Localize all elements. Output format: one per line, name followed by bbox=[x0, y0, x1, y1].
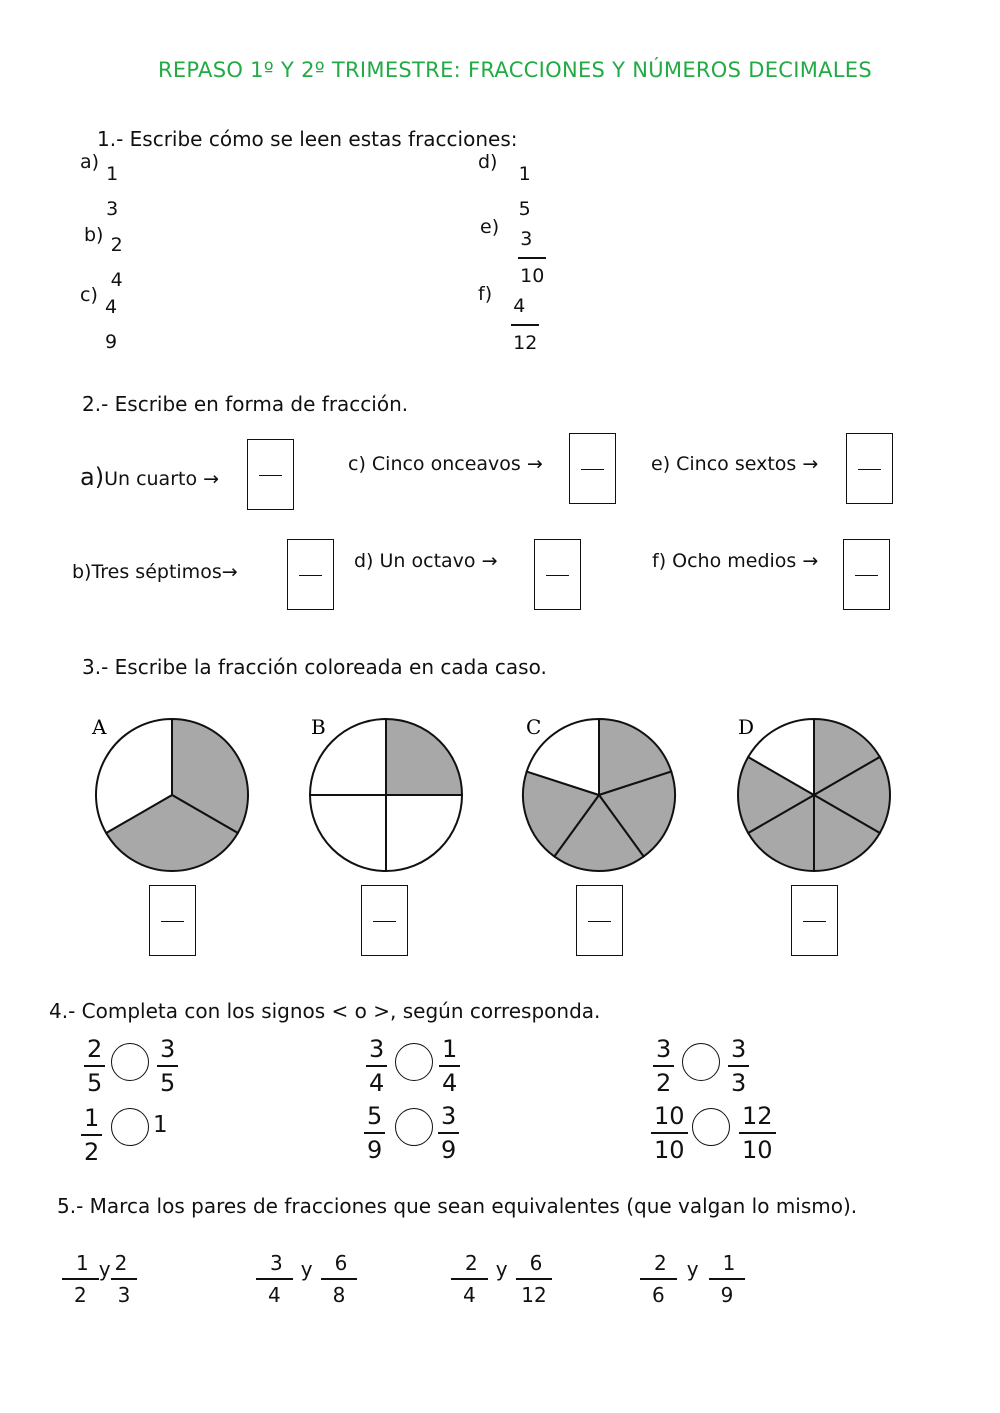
connector: y bbox=[495, 1257, 508, 1281]
q1-item-b bbox=[84, 224, 125, 291]
q2-item-f: f) Ocho medios → bbox=[652, 550, 819, 572]
equivalence-pair[interactable] bbox=[62, 1253, 137, 1305]
comparison-item bbox=[653, 1037, 674, 1095]
answer-box[interactable] bbox=[791, 885, 838, 956]
comparison-item bbox=[84, 1037, 105, 1095]
sign-circle[interactable] bbox=[692, 1108, 730, 1146]
fraction: $\frac{3}{4}$ bbox=[366, 1037, 387, 1095]
comparison-item bbox=[366, 1037, 387, 1095]
circle-label: A bbox=[92, 715, 107, 739]
fraction: $\frac{1}{9}$ bbox=[709, 1253, 746, 1305]
sign-circle[interactable] bbox=[395, 1108, 433, 1146]
q2-item-a: a)Un cuarto → bbox=[80, 463, 220, 491]
fraction: $\frac{3}{3}$ bbox=[728, 1037, 749, 1095]
circle-label: C bbox=[526, 715, 542, 739]
fraction: $\frac{6}{8}$ bbox=[321, 1253, 358, 1305]
answer-box[interactable] bbox=[247, 439, 294, 510]
q5-heading: 5.- Marca los pares de fracciones que sean equivalentes (que valgan lo mismo). bbox=[57, 1194, 858, 1218]
fraction: $\frac{3}{9}$ bbox=[438, 1104, 459, 1162]
q1-item-e bbox=[480, 216, 546, 287]
fraction: $\frac{3}{5}$ bbox=[157, 1037, 178, 1095]
circle-sector bbox=[386, 719, 462, 795]
q1-item-f bbox=[478, 283, 539, 354]
circle-label: B bbox=[311, 715, 326, 739]
circle-sector bbox=[386, 795, 462, 871]
q1-item-label: a) bbox=[80, 151, 100, 173]
fraction: $\frac{6}{12}$ bbox=[516, 1253, 553, 1305]
comparison-item bbox=[739, 1104, 776, 1162]
answer-box[interactable] bbox=[576, 885, 623, 956]
q2-heading: 2.- Escribe en forma de fracción. bbox=[82, 392, 409, 416]
fraction: $\frac{12}{10}$ bbox=[739, 1104, 776, 1162]
answer-box[interactable] bbox=[569, 433, 616, 504]
q1-item-d bbox=[478, 151, 533, 220]
q1-heading: 1.- Escribe cómo se leen estas fracciones: bbox=[97, 127, 518, 151]
comparison-item bbox=[438, 1104, 459, 1162]
fraction: $\frac{3}{10}$ bbox=[520, 228, 545, 287]
fraction: $\frac{2}{4}$ bbox=[451, 1253, 488, 1305]
answer-box[interactable] bbox=[843, 539, 890, 610]
fraction: $\frac{10}{10}$ bbox=[651, 1104, 688, 1162]
whole-number: 1 bbox=[153, 1112, 168, 1138]
answer-box[interactable] bbox=[287, 539, 334, 610]
sign-circle[interactable] bbox=[395, 1043, 433, 1081]
fraction: $\frac{3}{2}$ bbox=[653, 1037, 674, 1095]
answer-box[interactable] bbox=[534, 539, 581, 610]
comparison-item bbox=[364, 1104, 385, 1162]
fraction: $\frac{1}{2}$ bbox=[81, 1106, 102, 1164]
connector: y bbox=[98, 1257, 111, 1281]
q4-heading: 4.- Completa con los signos < o >, según corresponda. bbox=[49, 999, 601, 1023]
q2-item-e: e) Cinco sextos → bbox=[651, 453, 819, 475]
comparison-item bbox=[651, 1104, 688, 1162]
q2-item-c: c) Cinco onceavos → bbox=[348, 453, 543, 475]
comparison-item bbox=[81, 1106, 102, 1164]
fraction: 1 3 bbox=[106, 163, 119, 220]
answer-box[interactable] bbox=[149, 885, 196, 956]
fraction: 4 9 bbox=[104, 296, 118, 353]
q1-item-label: f) bbox=[478, 283, 493, 305]
equivalence-pair[interactable] bbox=[256, 1253, 357, 1305]
comparison-item bbox=[157, 1037, 178, 1095]
fraction: $\frac{3}{4}$ bbox=[256, 1253, 293, 1305]
comparison-item bbox=[439, 1037, 460, 1095]
worksheet-title: REPASO 1º Y 2º TRIMESTRE: FRACCIONES Y NÚMEROS DECIMALES bbox=[157, 58, 873, 82]
fraction-circles bbox=[0, 700, 1000, 885]
sign-circle[interactable] bbox=[682, 1043, 720, 1081]
circle-label: D bbox=[738, 715, 755, 739]
sign-circle[interactable] bbox=[111, 1043, 149, 1081]
fraction: $\frac{1}{4}$ bbox=[439, 1037, 460, 1095]
q2-item-d: d) Un octavo → bbox=[354, 550, 498, 572]
circle-sector bbox=[310, 795, 386, 871]
answer-box[interactable] bbox=[846, 433, 893, 504]
q2-item-b: b)Tres séptimos→ bbox=[72, 561, 238, 583]
fraction: $\frac{5}{9}$ bbox=[364, 1104, 385, 1162]
comparison-item bbox=[728, 1037, 749, 1095]
fraction: 1 5 bbox=[518, 163, 531, 220]
q1-item-a bbox=[80, 151, 120, 220]
q1-item-label: b) bbox=[84, 224, 104, 246]
fraction: $\frac{1}{2}$ bbox=[62, 1253, 99, 1305]
q1-item-c bbox=[80, 284, 119, 353]
equivalence-pair[interactable] bbox=[451, 1253, 552, 1305]
fraction: $\frac{2}{6}$ bbox=[640, 1253, 677, 1305]
equivalence-pair[interactable] bbox=[640, 1253, 745, 1305]
answer-box[interactable] bbox=[361, 885, 408, 956]
connector: y bbox=[300, 1257, 313, 1281]
q1-item-label: c) bbox=[80, 284, 98, 306]
fraction: $\frac{2}{5}$ bbox=[84, 1037, 105, 1095]
q3-heading: 3.- Escribe la fracción coloreada en cada caso. bbox=[82, 655, 547, 679]
fraction: $\frac{4}{12}$ bbox=[513, 295, 538, 354]
fraction: 2 4 bbox=[110, 234, 123, 291]
q1-item-label: d) bbox=[478, 151, 498, 173]
connector: y bbox=[686, 1257, 699, 1281]
fraction: $\frac{2}{3}$ bbox=[111, 1253, 138, 1305]
sign-circle[interactable] bbox=[111, 1108, 149, 1146]
q1-item-label: e) bbox=[480, 216, 500, 238]
